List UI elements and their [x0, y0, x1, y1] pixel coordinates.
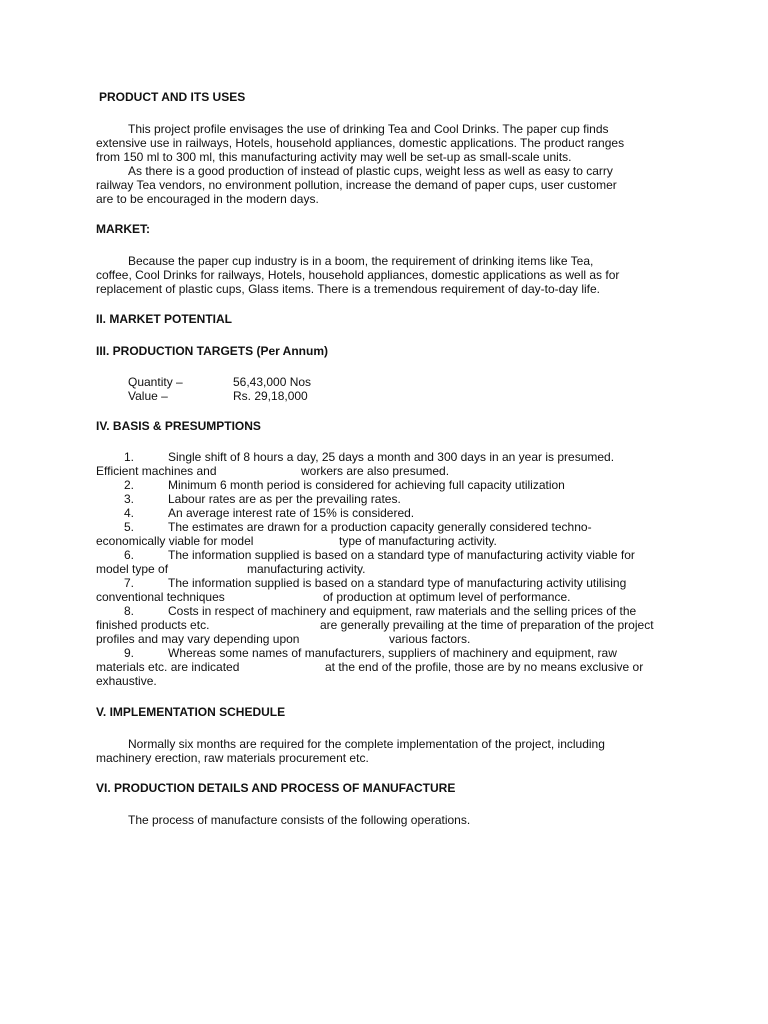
basis-5-text: The estimates are drawn for a production capacity generally considered techno- [168, 520, 592, 534]
implementation-line-2: machinery erection, raw materials procurement etc. [96, 751, 369, 765]
basis-9-cont-a: materials etc. are indicated [96, 660, 240, 674]
basis-8-cont2-b: various factors. [389, 632, 471, 646]
basis-8-cont-b: are generally prevailing at the time of preparation of the project [320, 618, 654, 632]
basis-6-number: 6. [124, 548, 135, 562]
product-line-5: railway Tea vendors, no environment pollution, increase the demand of paper cups, user customer [96, 178, 617, 192]
basis-9-text: Whereas some names of manufacturers, suppliers of machinery and equipment, raw [168, 646, 617, 660]
heading-market-potential: II. MARKET POTENTIAL [96, 312, 232, 326]
value-label: Value – [128, 389, 168, 403]
basis-8-number: 8. [124, 604, 135, 618]
basis-8-text: Costs in respect of machinery and equipment, raw materials and the selling prices of the [168, 604, 637, 618]
product-line-2: extensive use in railways, Hotels, household appliances, domestic applications. The product ranges [96, 136, 625, 150]
basis-4-number: 4. [124, 506, 135, 520]
basis-9-cont-b: at the end of the profile, those are by no means exclusive or [325, 660, 644, 674]
basis-3-text: Labour rates are as per the prevailing rates. [168, 492, 401, 506]
market-line-2: coffee, Cool Drinks for railways, Hotels, household appliances, domestic applications as well as for [96, 268, 620, 282]
basis-2-number: 2. [124, 478, 135, 492]
product-line-6: are to be encouraged in the modern days. [96, 192, 319, 206]
basis-1-number: 1. [124, 450, 135, 464]
implementation-line-1: Normally six months are required for the complete implementation of the project, including [128, 737, 605, 751]
basis-7-cont-b: of production at optimum level of performance. [323, 590, 571, 604]
heading-product-and-uses: PRODUCT AND ITS USES [99, 90, 246, 104]
basis-1-cont-a: Efficient machines and [96, 464, 217, 478]
basis-2-text: Minimum 6 month period is considered for achieving full capacity utilization [168, 478, 565, 492]
basis-7-cont-a: conventional techniques [96, 590, 225, 604]
product-line-1: This project profile envisages the use of drinking Tea and Cool Drinks. The paper cup finds [128, 122, 609, 136]
basis-9-number: 9. [124, 646, 135, 660]
market-line-1: Because the paper cup industry is in a boom, the requirement of drinking items like Tea, [128, 254, 594, 268]
basis-6-cont-b: manufacturing activity. [247, 562, 366, 576]
basis-4-text: An average interest rate of 15% is considered. [168, 506, 415, 520]
market-line-3: replacement of plastic cups, Glass items. There is a tremendous requirement of day-to-day life. [96, 282, 601, 296]
quantity-label: Quantity – [128, 375, 183, 389]
basis-3-number: 3. [124, 492, 135, 506]
basis-1-cont-b: workers are also presumed. [301, 464, 450, 478]
basis-8-cont2-a: profiles and may vary depending upon [96, 632, 300, 646]
heading-implementation-schedule: V. IMPLEMENTATION SCHEDULE [96, 705, 286, 719]
basis-5-cont-b: type of manufacturing activity. [339, 534, 497, 548]
basis-5-number: 5. [124, 520, 135, 534]
basis-9-cont2-a: exhaustive. [96, 674, 157, 688]
quantity-value: 56,43,000 Nos [233, 375, 312, 389]
basis-6-text: The information supplied is based on a standard type of manufacturing activity viable for [168, 548, 635, 562]
basis-7-number: 7. [124, 576, 135, 590]
basis-8-cont-a: finished products etc. [96, 618, 210, 632]
heading-production-details: VI. PRODUCTION DETAILS AND PROCESS OF MANUFACTURE [96, 781, 456, 795]
basis-1-text: Single shift of 8 hours a day, 25 days a month and 300 days in an year is presumed. [168, 450, 615, 464]
basis-6-cont-a: model type of [96, 562, 169, 576]
heading-market: MARKET: [96, 222, 150, 236]
heading-production-targets: III. PRODUCTION TARGETS (Per Annum) [96, 344, 329, 358]
product-line-3: from 150 ml to 300 ml, this manufacturing activity may well be set-up as small-scale units. [96, 150, 572, 164]
value-value: Rs. 29,18,000 [233, 389, 308, 403]
basis-5-cont-a: economically viable for model [96, 534, 254, 548]
process-line: The process of manufacture consists of the following operations. [128, 813, 471, 827]
basis-7-text: The information supplied is based on a standard type of manufacturing activity utilising [168, 576, 627, 590]
heading-basis-presumptions: IV. BASIS & PRESUMPTIONS [96, 419, 261, 433]
product-line-4: As there is a good production of instead of plastic cups, weight less as well as easy to carry [128, 164, 613, 178]
